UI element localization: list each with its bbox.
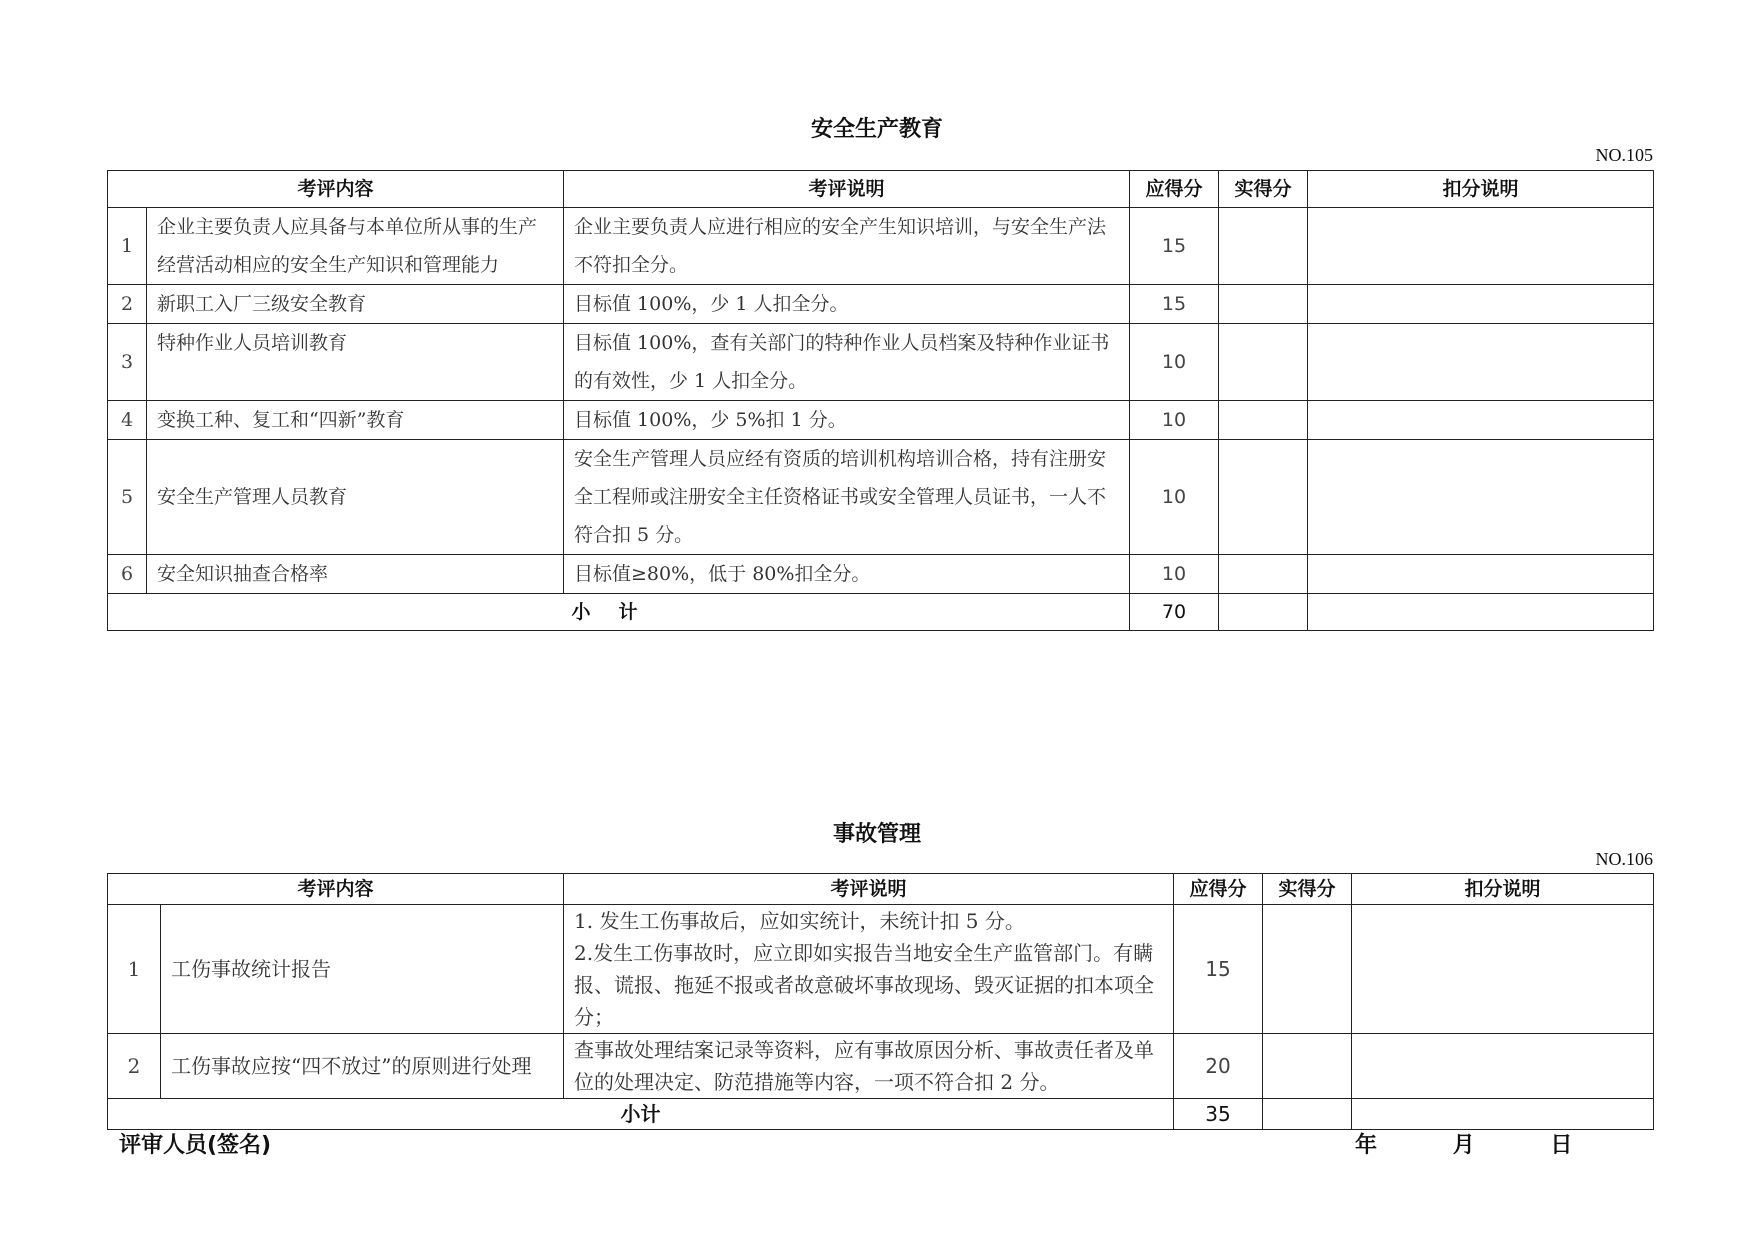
header-deduct-note: 扣分说明 <box>1352 874 1654 905</box>
day-label: 日 <box>1550 1133 1573 1158</box>
header-content: 考评内容 <box>108 171 564 208</box>
row-number: 2 <box>108 1034 161 1099</box>
row-number: 2 <box>108 285 147 324</box>
header-actual-score: 实得分 <box>1263 874 1352 905</box>
header-desc: 考评说明 <box>564 171 1130 208</box>
header-deduct-note: 扣分说明 <box>1308 171 1654 208</box>
row-actual-score[interactable] <box>1219 555 1308 594</box>
date-fields <box>1355 1128 1612 1159</box>
row-desc: 目标值 100%，少 5%扣 1 分。 <box>564 401 1130 440</box>
row-number: 4 <box>108 401 147 440</box>
row-score: 15 <box>1130 208 1219 285</box>
subtotal-row <box>108 1099 1654 1130</box>
row-deduct-note[interactable] <box>1308 440 1654 555</box>
row-desc-line: 查事故处理结案记录等资料，应有事故原因分析、事故责任者及单位的处理决定、防范措施等内容，一项不符合扣 2 分。 <box>574 1038 1155 1094</box>
row-desc: 企业主要负责人应进行相应的安全产生知识培训，与安全生产法不符扣全分。 <box>564 208 1130 285</box>
section1-table <box>107 170 1654 631</box>
header-actual-score: 实得分 <box>1219 171 1308 208</box>
row-deduct-note[interactable] <box>1308 285 1654 324</box>
row-number: 3 <box>108 324 147 401</box>
row-content: 变换工种、复工和“四新”教育 <box>147 401 564 440</box>
row-desc: 目标值≥80%，低于 80%扣全分。 <box>564 555 1130 594</box>
row-actual-score[interactable] <box>1263 905 1352 1034</box>
row-actual-score[interactable] <box>1219 324 1308 401</box>
subtotal-deduct-note[interactable] <box>1308 594 1654 631</box>
row-content: 工伤事故应按“四不放过”的原则进行处理 <box>161 1034 564 1099</box>
row-deduct-note[interactable] <box>1308 324 1654 401</box>
row-desc-line: 2.发生工伤事故时，应立即如实报告当地安全生产监管部门。有瞒报、谎报、拖延不报或者故意破坏事故现场、毁灭证据的扣本项全分； <box>574 941 1155 1029</box>
row-number: 5 <box>108 440 147 555</box>
subtotal-deduct-note[interactable] <box>1352 1099 1654 1130</box>
header-content: 考评内容 <box>108 874 564 905</box>
row-actual-score[interactable] <box>1263 1034 1352 1099</box>
row-score: 10 <box>1130 440 1219 555</box>
row-desc-line: 1. 发生工伤事故后，应如实统计，未统计扣 5 分。 <box>574 909 1025 933</box>
row-content: 特种作业人员培训教育 <box>147 324 564 401</box>
row-content: 安全知识抽查合格率 <box>147 555 564 594</box>
row-deduct-note[interactable] <box>1308 401 1654 440</box>
row-number: 1 <box>108 905 161 1034</box>
row-score: 15 <box>1174 905 1263 1034</box>
header-desc: 考评说明 <box>564 874 1174 905</box>
table-row <box>108 208 1654 285</box>
row-content: 安全生产管理人员教育 <box>147 440 564 555</box>
month-label: 月 <box>1452 1133 1475 1158</box>
row-desc <box>564 1034 1174 1099</box>
row-actual-score[interactable] <box>1219 401 1308 440</box>
table-header-row <box>108 874 1654 905</box>
row-deduct-note[interactable] <box>1308 208 1654 285</box>
row-desc: 目标值 100%，少 1 人扣全分。 <box>564 285 1130 324</box>
row-score: 10 <box>1130 401 1219 440</box>
section2-table <box>107 873 1654 1130</box>
row-number: 1 <box>108 208 147 285</box>
row-deduct-note[interactable] <box>1352 1034 1654 1099</box>
header-due-score: 应得分 <box>1130 171 1219 208</box>
section2-title: 事故管理 <box>832 822 921 847</box>
subtotal-score: 35 <box>1174 1099 1263 1130</box>
row-content: 新职工入厂三级安全教育 <box>147 285 564 324</box>
row-score: 15 <box>1130 285 1219 324</box>
reviewer-signature-label: 评审人员(签名) <box>119 1133 272 1158</box>
subtotal-label: 小计 <box>108 1099 1174 1130</box>
row-desc <box>564 905 1174 1034</box>
section1-doc-number: NO.105 <box>1595 145 1653 165</box>
row-score: 10 <box>1130 555 1219 594</box>
subtotal-label: 小计 <box>108 594 1130 631</box>
section2-doc-number: NO.106 <box>1595 849 1653 869</box>
row-actual-score[interactable] <box>1219 285 1308 324</box>
header-due-score: 应得分 <box>1174 874 1263 905</box>
table-header-row <box>108 171 1654 208</box>
row-score: 20 <box>1174 1034 1263 1099</box>
table-row <box>108 285 1654 324</box>
table-row <box>108 401 1654 440</box>
row-score: 10 <box>1130 324 1219 401</box>
row-actual-score[interactable] <box>1219 208 1308 285</box>
subtotal-row <box>108 594 1654 631</box>
year-label: 年 <box>1355 1133 1378 1158</box>
row-number: 6 <box>108 555 147 594</box>
row-deduct-note[interactable] <box>1308 555 1654 594</box>
row-deduct-note[interactable] <box>1352 905 1654 1034</box>
section1-title: 安全生产教育 <box>810 117 943 142</box>
row-actual-score[interactable] <box>1219 440 1308 555</box>
table-row <box>108 1034 1654 1099</box>
subtotal-score: 70 <box>1130 594 1219 631</box>
row-desc: 目标值 100%，查有关部门的特种作业人员档案及特种作业证书的有效性，少 1 人扣全分。 <box>564 324 1130 401</box>
row-content: 工伤事故统计报告 <box>161 905 564 1034</box>
table-row <box>108 324 1654 401</box>
subtotal-actual-score[interactable] <box>1219 594 1308 631</box>
row-content: 企业主要负责人应具备与本单位所从事的生产经营活动相应的安全生产知识和管理能力 <box>147 208 564 285</box>
row-desc: 安全生产管理人员应经有资质的培训机构培训合格，持有注册安全工程师或注册安全主任资格证书或安全管理人员证书，一人不符合扣 5 分。 <box>564 440 1130 555</box>
subtotal-actual-score[interactable] <box>1263 1099 1352 1130</box>
table-row <box>108 555 1654 594</box>
table-row <box>108 440 1654 555</box>
table-row <box>108 905 1654 1034</box>
